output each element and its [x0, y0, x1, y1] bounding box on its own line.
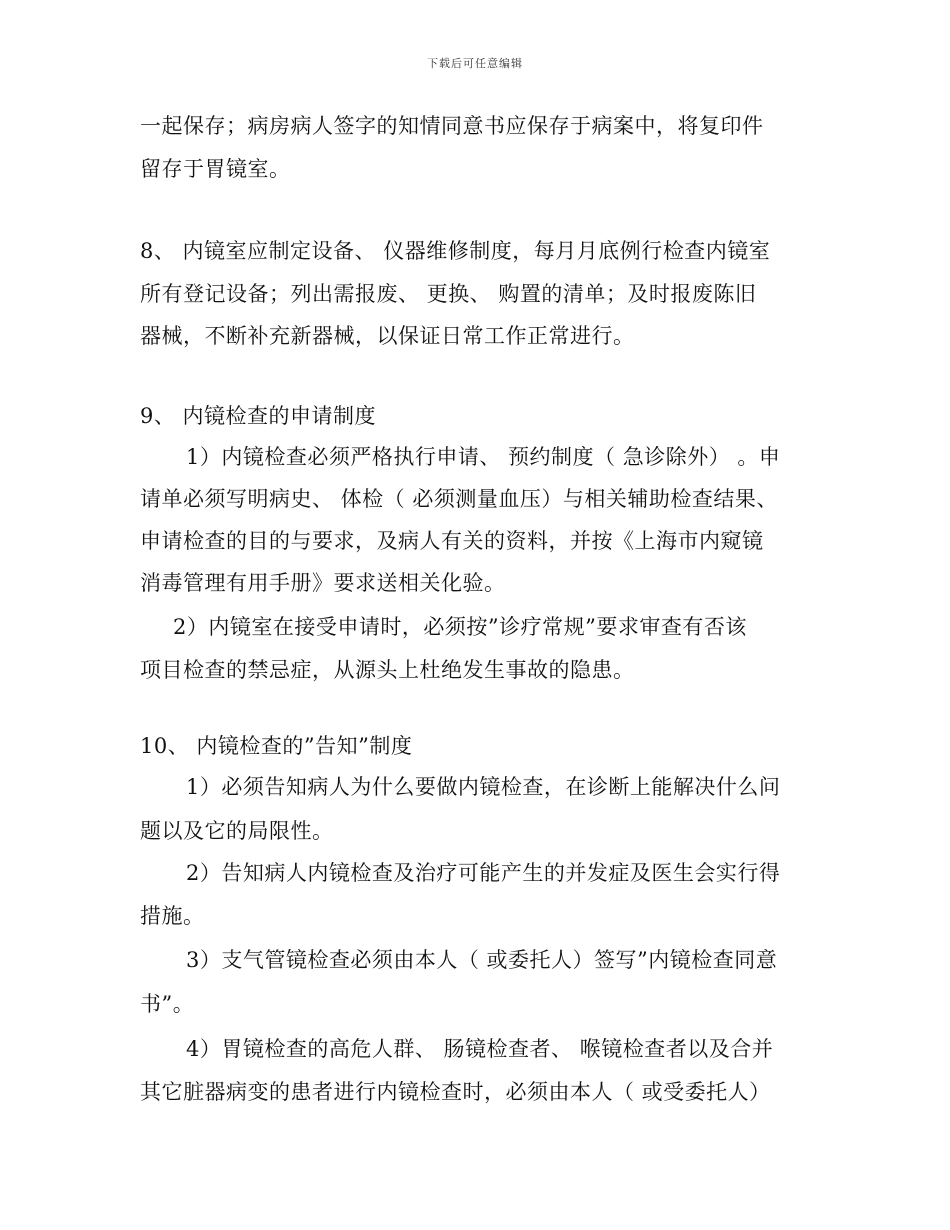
text-line: 请单必须写明病史、 体检（ 必须测量血压）与相关辅助检查结果、	[140, 487, 778, 511]
text-line: 1）内镜检查必须严格执行申请、 预约制度（ 急诊除外） 。申	[186, 445, 781, 469]
text-line: 器械，不断补充新器械，以保证日常工作正常进行。	[140, 324, 635, 348]
text-line: 4）胃镜检查的高危人群、 肠镜检查者、 喉镜检查者以及合并	[186, 1037, 774, 1061]
text-line: 留存于胃镜室。	[140, 157, 291, 181]
text-line: 其它脏器病变的患者进行内镜检查时，必须由本人（ 或受委托人）	[140, 1080, 771, 1104]
text-line: 3）支气管镜检查必须由本人（ 或委托人）签写”内镜检查同意	[186, 948, 778, 972]
text-line: 1）必须告知病人为什么要做内镜检查，在诊断上能解决什么问	[186, 775, 781, 799]
text-line: 消毒管理有用手册》要求送相关化验。	[140, 571, 506, 595]
section-9-heading: 9、 内镜检查的申请制度	[140, 404, 377, 428]
text-line: 2）告知病人内镜检查及治疗可能产生的并发症及医生会实行得	[186, 861, 781, 885]
text-line: 题以及它的局限性。	[140, 819, 334, 843]
section-10-heading: 10、 内镜检查的”告知”制度	[140, 734, 413, 758]
text-line: 申请检查的目的与要求，及病人有关的资料，并按《上海市内窥镜	[140, 529, 764, 553]
section-8-line: 8、 内镜室应制定设备、 仪器维修制度，每月月底例行检查内镜室	[140, 239, 771, 263]
text-line: 一起保存；病房病人签字的知情同意书应保存于病案中，将复印件	[140, 114, 764, 138]
text-line: 措施。	[140, 904, 205, 928]
text-line: 项目检查的禁忌症，从源头上杜绝发生事故的隐患。	[140, 658, 635, 682]
page-header: 下载后可任意编辑	[427, 57, 523, 70]
text-line: 2）内镜室在接受申请时，必须按”诊疗常规”要求审查有否该	[173, 615, 747, 639]
text-line: 所有登记设备；列出需报废、 更换、 购置的清单；及时报废陈旧	[140, 282, 757, 306]
text-line: 书”。	[140, 992, 195, 1016]
